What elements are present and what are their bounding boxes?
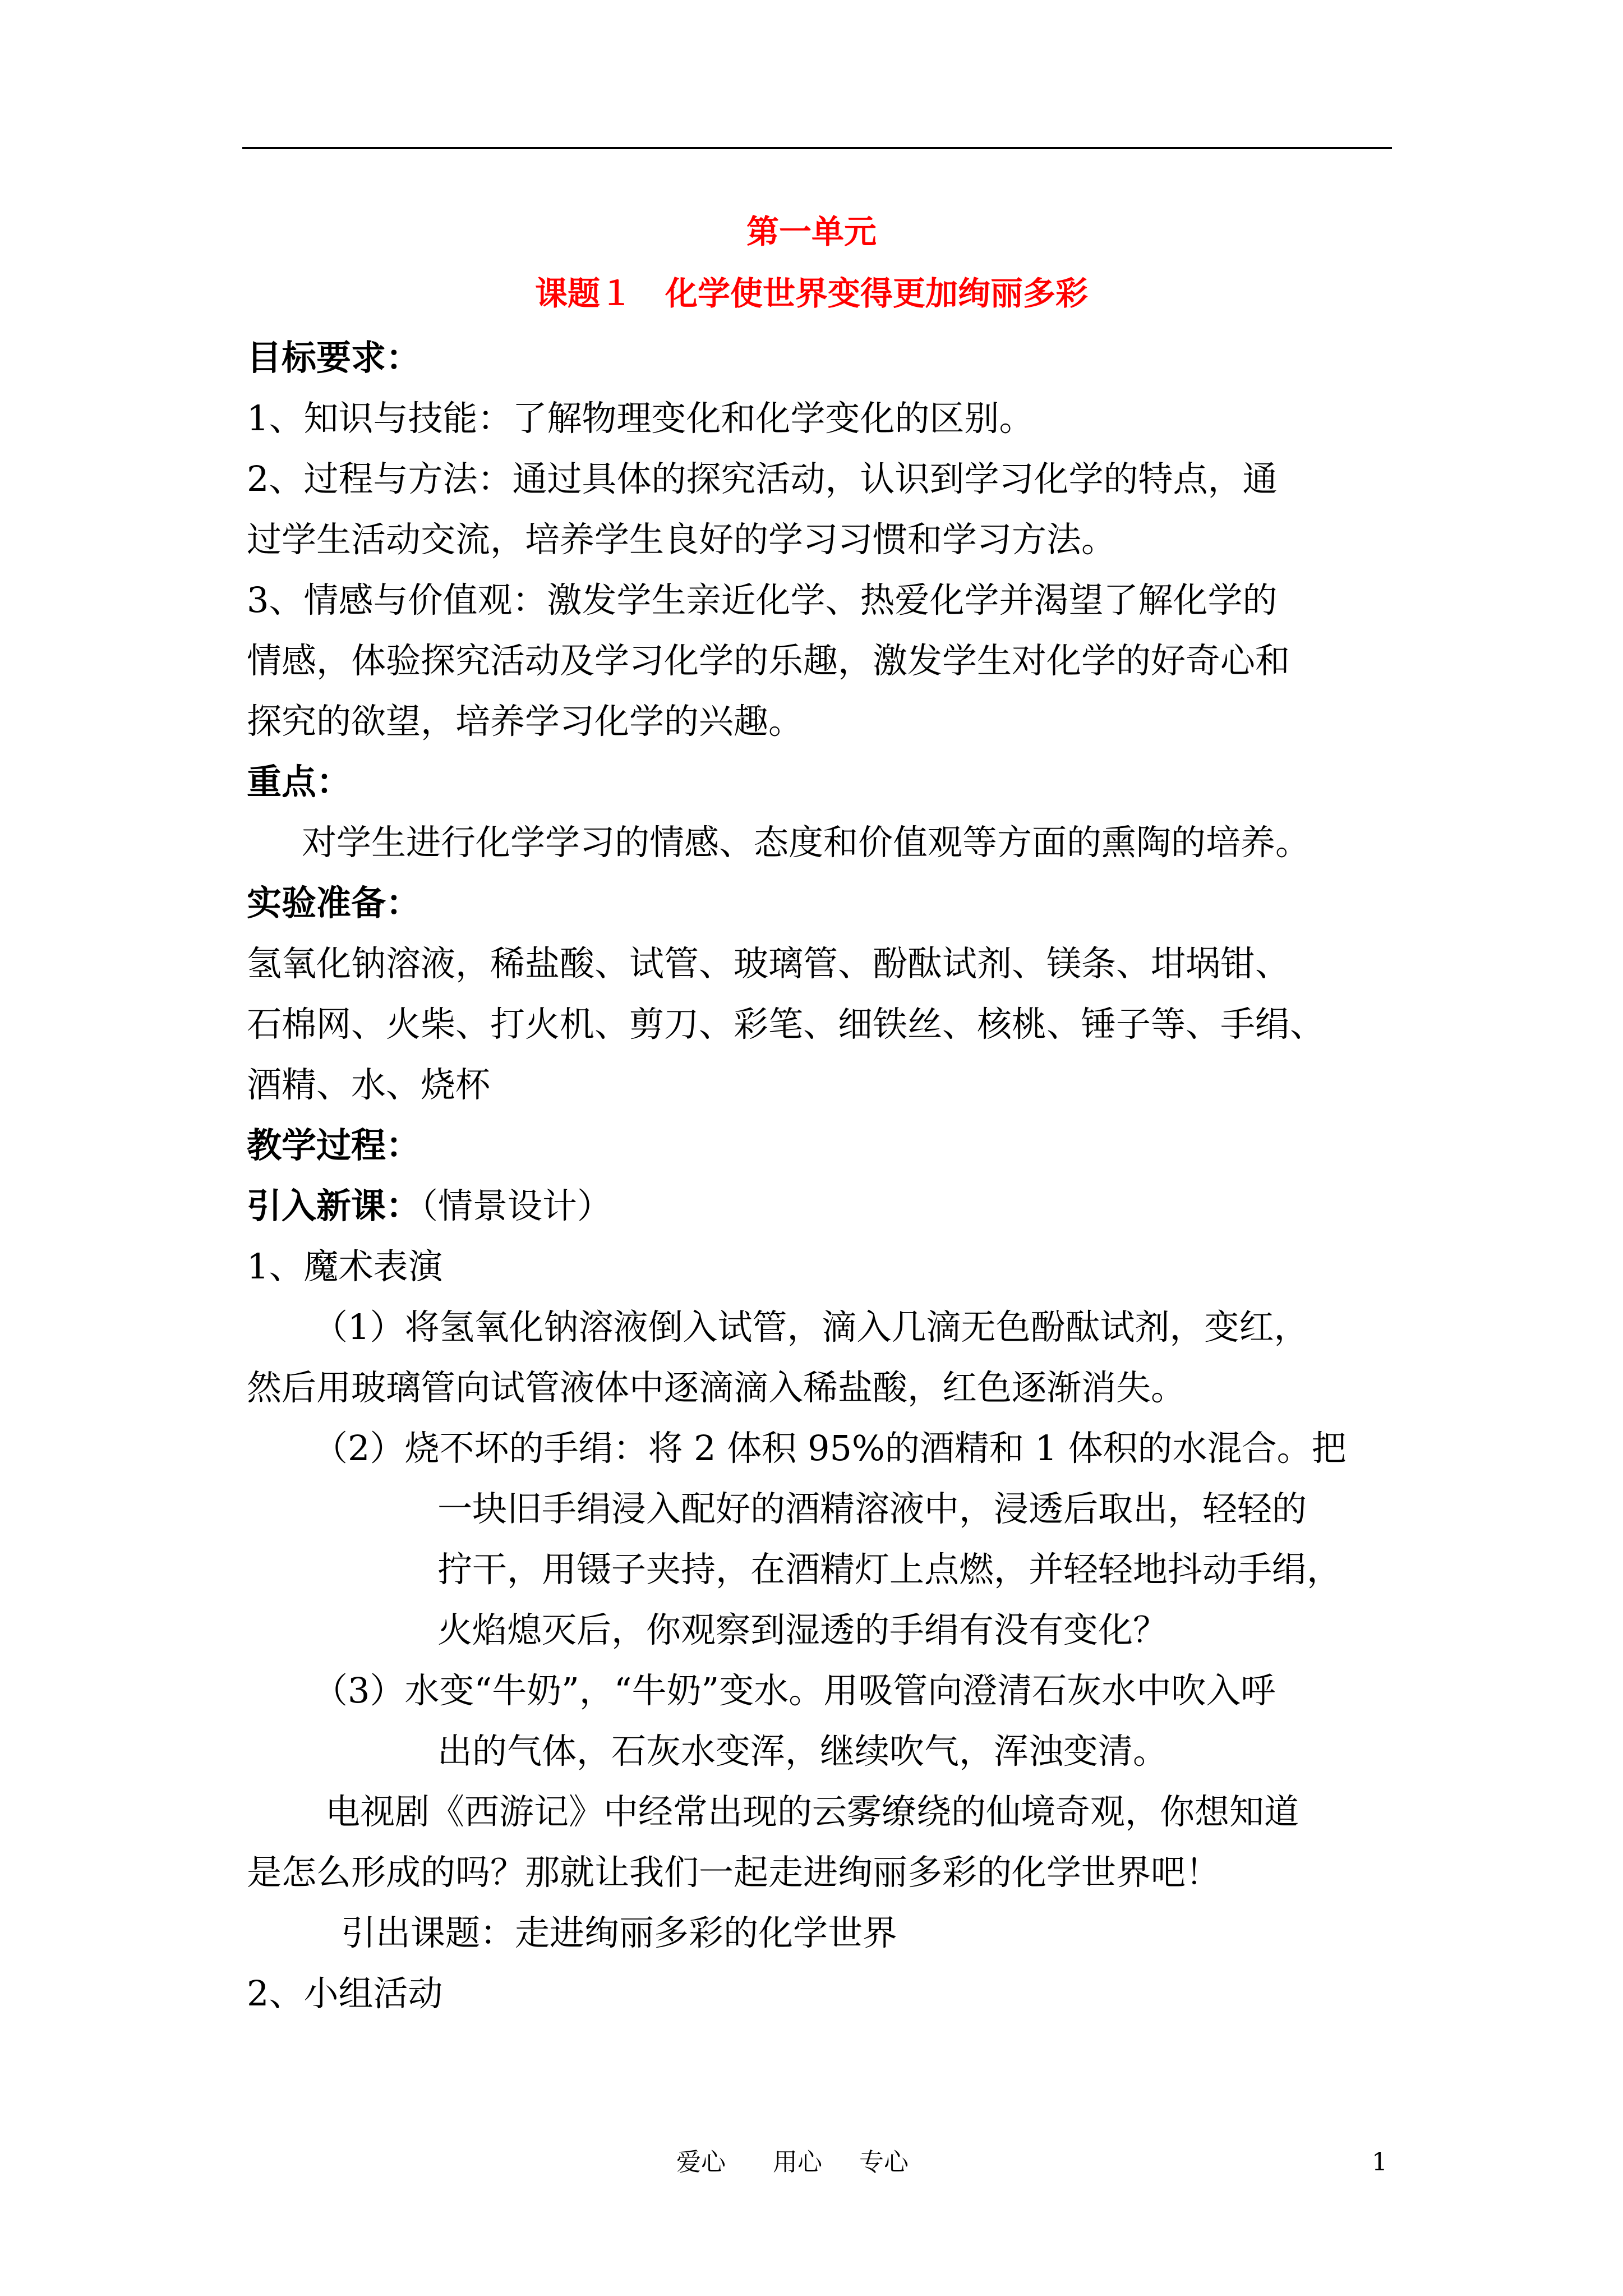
objective-item-2-line-2: 过学生活动交流，培养学生良好的学习习惯和学习方法。 xyxy=(247,519,1117,560)
header-rule xyxy=(242,147,1392,149)
step-2-line-2: 一块旧手绢浸入配好的酒精溶液中，浸透后取出，轻轻的 xyxy=(437,1488,1307,1529)
key-point-heading: 重点： xyxy=(247,761,352,802)
objective-item-3-line-1: 3、情感与价值观：激发学生亲近化学、热爱化学并渴望了解化学的 xyxy=(247,579,1278,620)
step-1-line-2: 然后用玻璃管向试管液体中逐滴滴入稀盐酸，红色逐渐消失。 xyxy=(247,1367,1186,1408)
objective-item-1: 1、知识与技能：了解物理变化和化学变化的区别。 xyxy=(247,398,1034,439)
footer-motto-1: 爱心 xyxy=(676,2148,726,2177)
preparation-heading: 实验准备： xyxy=(247,882,421,923)
magic-heading: 1、魔术表演 xyxy=(247,1246,443,1287)
preparation-line-3: 酒精、水、烧杯 xyxy=(247,1064,491,1105)
footer-motto-3: 专心 xyxy=(859,2148,909,2177)
objectives-heading: 目标要求： xyxy=(247,337,421,378)
preparation-line-1: 氢氧化钠溶液，稀盐酸、试管、玻璃管、酚酞试剂、镁条、坩埚钳、 xyxy=(247,943,1290,984)
footer-motto-2: 用心 xyxy=(773,2148,822,2177)
step-2-line-1: （2）烧不坏的手绢：将 2 体积 95%的酒精和 1 体积的水混合。把 xyxy=(313,1428,1347,1469)
key-point-text: 对学生进行化学学习的情感、态度和价值观等方面的熏陶的培养。 xyxy=(302,822,1311,863)
step-3-line-2: 出的气体，石灰水变浑，继续吹气，浑浊变清。 xyxy=(437,1731,1168,1772)
page-number: 1 xyxy=(1372,2148,1387,2177)
lead-topic: 引出课题：走进绚丽多彩的化学世界 xyxy=(341,1912,898,1953)
story-line-2: 是怎么形成的吗？那就让我们一起走进绚丽多彩的化学世界吧！ xyxy=(247,1852,1221,1893)
story-line-1: 电视剧《西游记》中经常出现的云雾缭绕的仙境奇观，你想知道 xyxy=(325,1791,1299,1832)
process-heading: 教学过程： xyxy=(247,1125,421,1166)
objective-item-3-line-2: 情感，体验探究活动及学习化学的乐趣，激发学生对化学的好奇心和 xyxy=(247,640,1290,681)
lesson-title: 课题１ 化学使世界变得更加绚丽多彩 xyxy=(534,274,1088,312)
step-2-line-4: 火焰熄灭后，你观察到湿透的手绢有没有变化？ xyxy=(437,1609,1168,1650)
unit-title: 第一单元 xyxy=(746,213,877,251)
objective-item-2-line-1: 2、过程与方法：通过具体的探究活动，认识到学习化学的特点，通 xyxy=(247,458,1278,499)
intro-label: 引入新课： xyxy=(247,1185,421,1226)
preparation-line-2: 石棉网、火柴、打火机、剪刀、彩笔、细铁丝、核桃、锤子等、手绢、 xyxy=(247,1004,1325,1045)
step-2-line-3: 拧干，用镊子夹持，在酒精灯上点燃，并轻轻地抖动手绢， xyxy=(437,1549,1342,1590)
step-3-line-1: （3）水变“牛奶”，“牛奶”变水。用吸管向澄清石灰水中吹入呼 xyxy=(313,1670,1276,1711)
step-1-line-1: （1）将氢氧化钠溶液倒入试管，滴入几滴无色酚酞试剂，变红， xyxy=(313,1306,1309,1347)
intro-line xyxy=(247,1184,612,1228)
objective-item-3-line-3: 探究的欲望，培养学习化学的兴趣。 xyxy=(247,701,804,742)
intro-note: （情景设计） xyxy=(421,1185,612,1226)
group-activity-heading: 2、小组活动 xyxy=(247,1973,443,2014)
